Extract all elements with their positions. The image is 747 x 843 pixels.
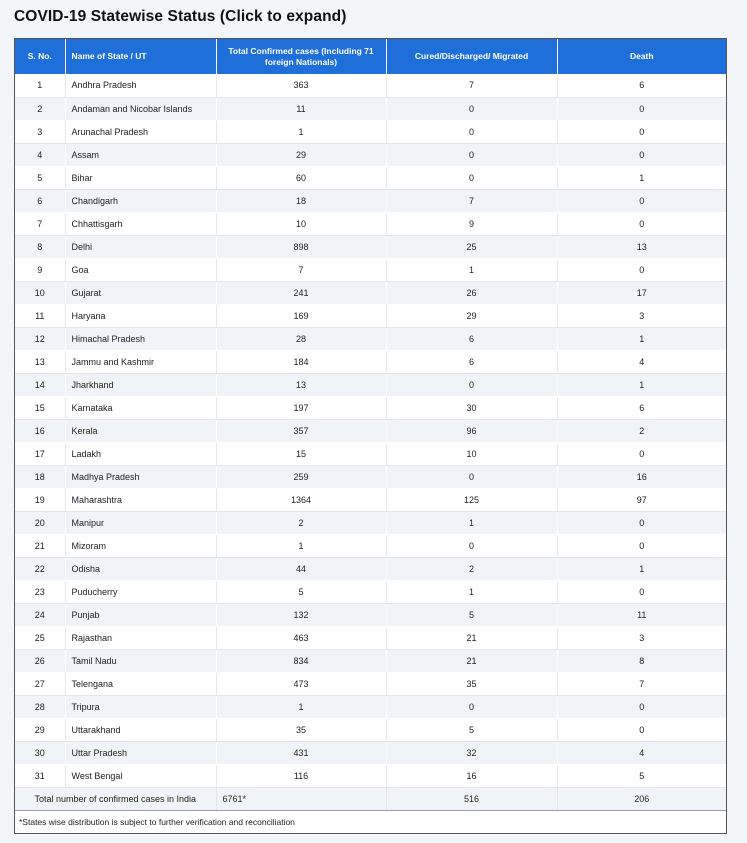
cell-sno: 1 xyxy=(15,74,65,97)
cell-sno: 29 xyxy=(15,718,65,741)
cell-cured: 1 xyxy=(386,511,557,534)
cell-sno: 31 xyxy=(15,764,65,787)
cell-cured: 26 xyxy=(386,281,557,304)
cell-state-name: Haryana xyxy=(65,304,216,327)
cell-confirmed: 132 xyxy=(216,603,386,626)
table-row xyxy=(15,189,726,212)
cell-state-name: Goa xyxy=(65,258,216,281)
total-confirmed: 6761* xyxy=(216,787,386,810)
cell-cured: 25 xyxy=(386,235,557,258)
cell-sno: 7 xyxy=(15,212,65,235)
cell-state-name: Jharkhand xyxy=(65,373,216,396)
cell-sno: 5 xyxy=(15,166,65,189)
cell-death: 6 xyxy=(557,396,726,419)
cell-state-name: Tamil Nadu xyxy=(65,649,216,672)
cell-confirmed: 60 xyxy=(216,166,386,189)
cell-confirmed: 1 xyxy=(216,534,386,557)
table-row xyxy=(15,166,726,189)
cell-sno: 16 xyxy=(15,419,65,442)
cell-death: 13 xyxy=(557,235,726,258)
cell-death: 11 xyxy=(557,603,726,626)
cell-death: 3 xyxy=(557,626,726,649)
cell-state-name: Ladakh xyxy=(65,442,216,465)
cell-state-name: Gujarat xyxy=(65,281,216,304)
cell-death: 0 xyxy=(557,258,726,281)
cell-state-name: Uttarakhand xyxy=(65,718,216,741)
page-title[interactable]: COVID-19 Statewise Status (Click to expand) xyxy=(14,8,347,25)
cell-death: 2 xyxy=(557,419,726,442)
cell-death: 7 xyxy=(557,672,726,695)
total-label: Total number of confirmed cases in India xyxy=(15,787,216,810)
cell-cured: 2 xyxy=(386,557,557,580)
cell-cured: 0 xyxy=(386,373,557,396)
cell-state-name: Punjab xyxy=(65,603,216,626)
table-row xyxy=(15,74,726,97)
cell-confirmed: 18 xyxy=(216,189,386,212)
cell-sno: 4 xyxy=(15,143,65,166)
table-body xyxy=(15,74,726,810)
cell-confirmed: 898 xyxy=(216,235,386,258)
cell-sno: 26 xyxy=(15,649,65,672)
cell-cured: 6 xyxy=(386,327,557,350)
cell-state-name: Odisha xyxy=(65,557,216,580)
table-row xyxy=(15,511,726,534)
cell-cured: 10 xyxy=(386,442,557,465)
cell-state-name: Tripura xyxy=(65,695,216,718)
cell-confirmed: 834 xyxy=(216,649,386,672)
total-cured: 516 xyxy=(386,787,557,810)
cell-sno: 17 xyxy=(15,442,65,465)
cell-state-name: Assam xyxy=(65,143,216,166)
header-state-name: Name of State / UT xyxy=(65,39,216,74)
table-row xyxy=(15,603,726,626)
footnote: *States wise distribution is subject to further verification and reconciliation xyxy=(15,811,726,833)
cell-cured: 96 xyxy=(386,419,557,442)
cell-confirmed: 259 xyxy=(216,465,386,488)
cell-confirmed: 116 xyxy=(216,764,386,787)
cell-death: 8 xyxy=(557,649,726,672)
cell-confirmed: 15 xyxy=(216,442,386,465)
header-cured: Cured/Discharged/ Migrated xyxy=(386,39,557,74)
cell-death: 3 xyxy=(557,304,726,327)
cell-confirmed: 1 xyxy=(216,695,386,718)
cell-death: 4 xyxy=(557,350,726,373)
cell-state-name: Jammu and Kashmir xyxy=(65,350,216,373)
cell-confirmed: 10 xyxy=(216,212,386,235)
cell-sno: 3 xyxy=(15,120,65,143)
cell-death: 17 xyxy=(557,281,726,304)
cell-death: 0 xyxy=(557,534,726,557)
total-row xyxy=(15,787,726,810)
cell-sno: 15 xyxy=(15,396,65,419)
cell-death: 1 xyxy=(557,327,726,350)
cell-state-name: Chhattisgarh xyxy=(65,212,216,235)
cell-sno: 30 xyxy=(15,741,65,764)
cell-cured: 21 xyxy=(386,626,557,649)
table-row xyxy=(15,718,726,741)
cell-sno: 19 xyxy=(15,488,65,511)
cell-confirmed: 7 xyxy=(216,258,386,281)
cell-sno: 20 xyxy=(15,511,65,534)
cell-cured: 0 xyxy=(386,166,557,189)
table-row xyxy=(15,442,726,465)
table-row xyxy=(15,672,726,695)
cell-sno: 13 xyxy=(15,350,65,373)
cell-state-name: Mizoram xyxy=(65,534,216,557)
cell-cured: 5 xyxy=(386,718,557,741)
cell-sno: 18 xyxy=(15,465,65,488)
table-row xyxy=(15,120,726,143)
cell-sno: 27 xyxy=(15,672,65,695)
cell-cured: 9 xyxy=(386,212,557,235)
cell-death: 1 xyxy=(557,373,726,396)
cell-death: 0 xyxy=(557,143,726,166)
table-row xyxy=(15,695,726,718)
cell-sno: 2 xyxy=(15,97,65,120)
cell-state-name: Karnataka xyxy=(65,396,216,419)
cell-death: 5 xyxy=(557,764,726,787)
cell-death: 4 xyxy=(557,741,726,764)
cell-state-name: Manipur xyxy=(65,511,216,534)
table-row xyxy=(15,258,726,281)
cell-cured: 1 xyxy=(386,258,557,281)
cell-death: 97 xyxy=(557,488,726,511)
cell-confirmed: 431 xyxy=(216,741,386,764)
cell-confirmed: 35 xyxy=(216,718,386,741)
cell-cured: 0 xyxy=(386,97,557,120)
table-row xyxy=(15,465,726,488)
cell-state-name: Maharashtra xyxy=(65,488,216,511)
cell-cured: 32 xyxy=(386,741,557,764)
table-row xyxy=(15,97,726,120)
cell-confirmed: 29 xyxy=(216,143,386,166)
table-row xyxy=(15,534,726,557)
statewise-table xyxy=(14,38,727,834)
cell-death: 0 xyxy=(557,580,726,603)
cell-sno: 14 xyxy=(15,373,65,396)
cell-sno: 6 xyxy=(15,189,65,212)
header-sno: S. No. xyxy=(15,39,65,74)
table-row xyxy=(15,350,726,373)
cell-death: 0 xyxy=(557,189,726,212)
cell-sno: 9 xyxy=(15,258,65,281)
cell-confirmed: 2 xyxy=(216,511,386,534)
table-row xyxy=(15,764,726,787)
cell-cured: 0 xyxy=(386,695,557,718)
cell-sno: 8 xyxy=(15,235,65,258)
cell-state-name: Uttar Pradesh xyxy=(65,741,216,764)
cell-sno: 22 xyxy=(15,557,65,580)
cell-cured: 125 xyxy=(386,488,557,511)
cell-death: 0 xyxy=(557,212,726,235)
cell-cured: 35 xyxy=(386,672,557,695)
cell-sno: 25 xyxy=(15,626,65,649)
table-row xyxy=(15,488,726,511)
cell-cured: 1 xyxy=(386,580,557,603)
table-row xyxy=(15,419,726,442)
cell-state-name: Rajasthan xyxy=(65,626,216,649)
header-confirmed: Total Confirmed cases (Including 71 foreign Nationals) xyxy=(216,39,386,74)
cell-state-name: Kerala xyxy=(65,419,216,442)
total-death: 206 xyxy=(557,787,726,810)
cell-cured: 5 xyxy=(386,603,557,626)
table-row xyxy=(15,281,726,304)
cell-confirmed: 169 xyxy=(216,304,386,327)
table-row xyxy=(15,649,726,672)
cell-state-name: Andaman and Nicobar Islands xyxy=(65,97,216,120)
cell-sno: 28 xyxy=(15,695,65,718)
cell-confirmed: 357 xyxy=(216,419,386,442)
cell-death: 0 xyxy=(557,695,726,718)
cell-death: 16 xyxy=(557,465,726,488)
cell-state-name: Andhra Pradesh xyxy=(65,74,216,97)
cell-cured: 29 xyxy=(386,304,557,327)
cell-death: 6 xyxy=(557,74,726,97)
cell-cured: 30 xyxy=(386,396,557,419)
table-row xyxy=(15,626,726,649)
cell-death: 0 xyxy=(557,442,726,465)
cell-death: 0 xyxy=(557,511,726,534)
cell-state-name: Puducherry xyxy=(65,580,216,603)
cell-death: 1 xyxy=(557,557,726,580)
cell-cured: 0 xyxy=(386,143,557,166)
cell-state-name: West Bengal xyxy=(65,764,216,787)
cell-death: 0 xyxy=(557,97,726,120)
table-header-row xyxy=(15,39,726,74)
cell-confirmed: 473 xyxy=(216,672,386,695)
cell-cured: 7 xyxy=(386,74,557,97)
cell-confirmed: 5 xyxy=(216,580,386,603)
cell-sno: 24 xyxy=(15,603,65,626)
cell-state-name: Arunachal Pradesh xyxy=(65,120,216,143)
cell-sno: 21 xyxy=(15,534,65,557)
cell-confirmed: 463 xyxy=(216,626,386,649)
cell-confirmed: 363 xyxy=(216,74,386,97)
cell-cured: 16 xyxy=(386,764,557,787)
cell-confirmed: 44 xyxy=(216,557,386,580)
table-row xyxy=(15,235,726,258)
cell-confirmed: 13 xyxy=(216,373,386,396)
cell-confirmed: 1 xyxy=(216,120,386,143)
cell-cured: 0 xyxy=(386,465,557,488)
table-row xyxy=(15,373,726,396)
cell-confirmed: 28 xyxy=(216,327,386,350)
cell-state-name: Chandigarh xyxy=(65,189,216,212)
cell-cured: 21 xyxy=(386,649,557,672)
cell-death: 1 xyxy=(557,166,726,189)
cell-sno: 23 xyxy=(15,580,65,603)
cell-sno: 11 xyxy=(15,304,65,327)
table-row xyxy=(15,143,726,166)
table-row xyxy=(15,304,726,327)
cell-confirmed: 1364 xyxy=(216,488,386,511)
table-row xyxy=(15,396,726,419)
cell-confirmed: 11 xyxy=(216,97,386,120)
cell-state-name: Bihar xyxy=(65,166,216,189)
cell-state-name: Delhi xyxy=(65,235,216,258)
table-row xyxy=(15,741,726,764)
cell-sno: 12 xyxy=(15,327,65,350)
cell-death: 0 xyxy=(557,718,726,741)
cell-state-name: Himachal Pradesh xyxy=(65,327,216,350)
table-row xyxy=(15,327,726,350)
cell-cured: 0 xyxy=(386,120,557,143)
cell-confirmed: 184 xyxy=(216,350,386,373)
cell-confirmed: 197 xyxy=(216,396,386,419)
table-row xyxy=(15,580,726,603)
cell-sno: 10 xyxy=(15,281,65,304)
cell-cured: 0 xyxy=(386,534,557,557)
table-row xyxy=(15,212,726,235)
cell-death: 0 xyxy=(557,120,726,143)
cell-cured: 7 xyxy=(386,189,557,212)
cell-state-name: Telengana xyxy=(65,672,216,695)
header-death: Death xyxy=(557,39,726,74)
cell-confirmed: 241 xyxy=(216,281,386,304)
cell-cured: 6 xyxy=(386,350,557,373)
cell-state-name: Madhya Pradesh xyxy=(65,465,216,488)
table-row xyxy=(15,557,726,580)
